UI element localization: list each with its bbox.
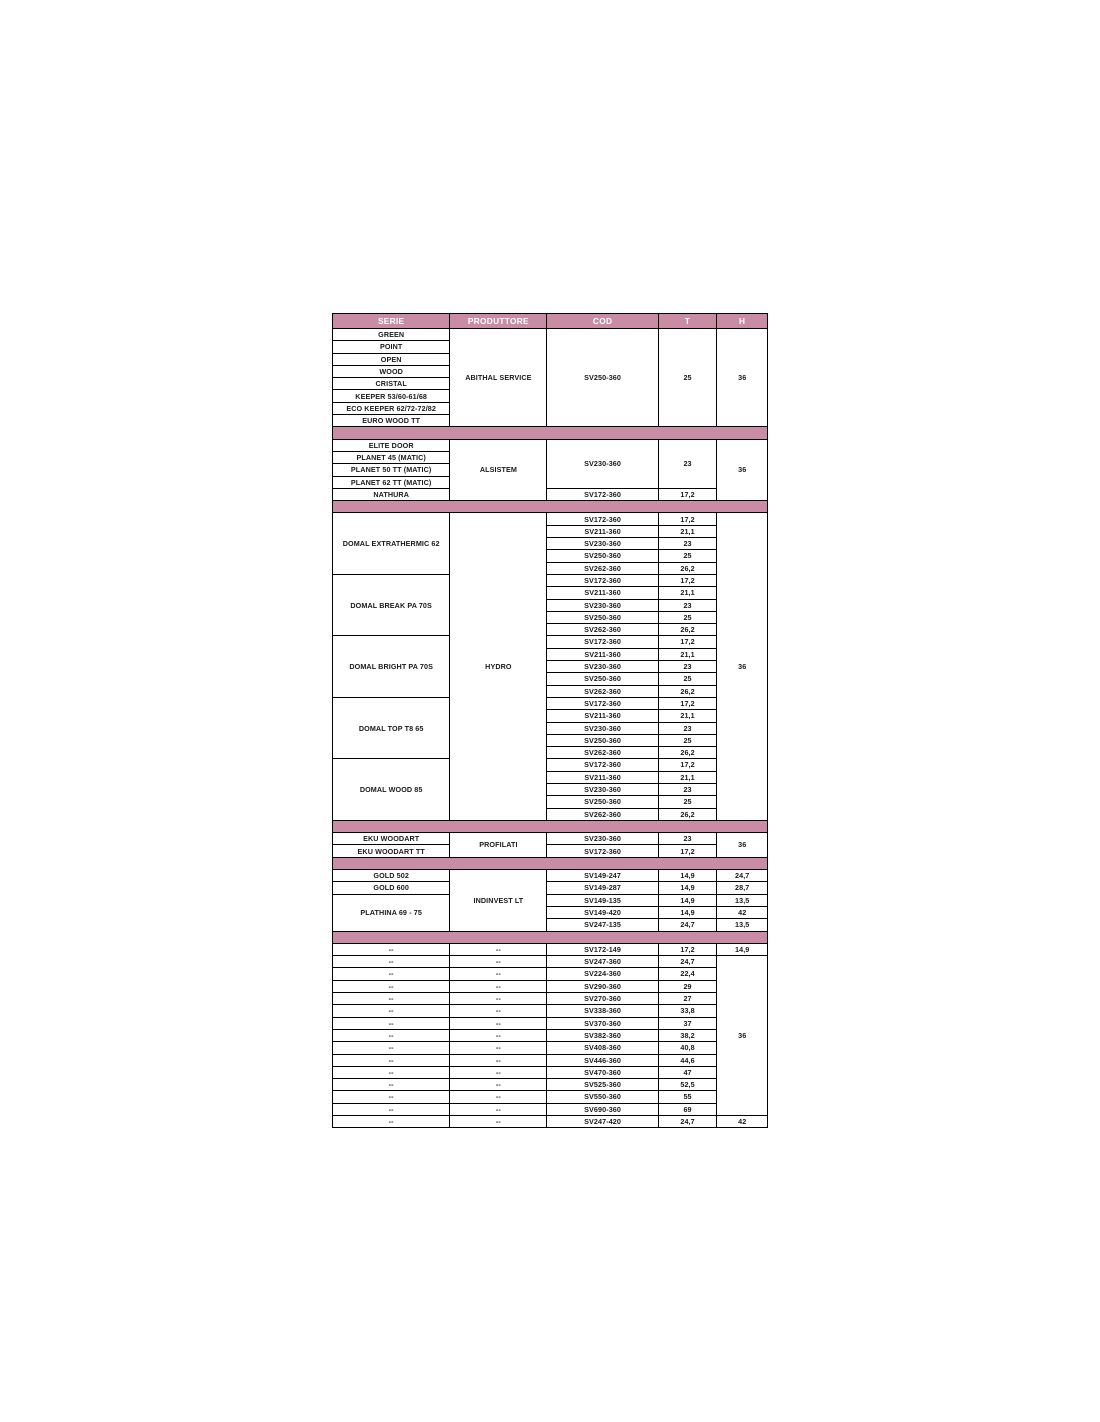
cod-cell: SV149-287 — [547, 882, 658, 894]
cod-cell: SV247-360 — [547, 956, 658, 968]
t-cell: 55 — [658, 1091, 717, 1103]
table-row — [333, 833, 768, 845]
cod-cell: SV172-360 — [547, 697, 658, 709]
cod-cell: SV172-149 — [547, 943, 658, 955]
produttore-cell: INDINVEST LT — [450, 870, 547, 931]
group-separator — [333, 820, 768, 832]
serie-cell: DOMAL BREAK PA 70S — [333, 574, 450, 635]
t-cell: 21,1 — [658, 771, 717, 783]
separator-band — [333, 427, 768, 439]
serie-cell: -- — [333, 1042, 450, 1054]
table-row — [333, 882, 768, 894]
cod-cell: SV149-247 — [547, 870, 658, 882]
serie-cell: EKU WOODART TT — [333, 845, 450, 857]
serie-cell: PLATHINA 69 - 75 — [333, 894, 450, 931]
serie-cell: -- — [333, 1054, 450, 1066]
cod-cell: SV230-360 — [547, 722, 658, 734]
t-cell: 17,2 — [658, 636, 717, 648]
cod-cell: SV230-360 — [547, 538, 658, 550]
cod-cell: SV525-360 — [547, 1079, 658, 1091]
serie-cell: -- — [333, 968, 450, 980]
produttore-cell: PROFILATI — [450, 833, 547, 858]
separator-band — [333, 857, 768, 869]
produttore-cell: -- — [450, 1042, 547, 1054]
t-cell: 52,5 — [658, 1079, 717, 1091]
table-row — [333, 894, 768, 906]
cod-cell: SV338-360 — [547, 1005, 658, 1017]
h-cell: 36 — [717, 513, 768, 820]
cod-cell: SV446-360 — [547, 1054, 658, 1066]
group-separator — [333, 931, 768, 943]
t-cell: 26,2 — [658, 808, 717, 820]
cod-cell: SV382-360 — [547, 1029, 658, 1041]
cod-cell: SV550-360 — [547, 1091, 658, 1103]
cod-cell: SV262-360 — [547, 685, 658, 697]
serie-cell: PLANET 50 TT (MATIC) — [333, 464, 450, 476]
t-cell: 21,1 — [658, 710, 717, 722]
t-cell: 17,2 — [658, 759, 717, 771]
h-cell: 42 — [717, 906, 768, 918]
cod-cell: SV250-360 — [547, 796, 658, 808]
serie-cell: -- — [333, 1116, 450, 1128]
serie-cell: NATHURA — [333, 488, 450, 500]
serie-cell: -- — [333, 1079, 450, 1091]
t-cell: 24,7 — [658, 956, 717, 968]
produttore-cell: -- — [450, 1116, 547, 1128]
t-cell: 17,2 — [658, 697, 717, 709]
serie-cell: -- — [333, 980, 450, 992]
produttore-cell: -- — [450, 956, 547, 968]
group-separator — [333, 501, 768, 513]
h-cell: 36 — [717, 833, 768, 858]
produttore-cell: ABITHAL SERVICE — [450, 329, 547, 427]
produttore-cell: -- — [450, 1103, 547, 1115]
table-row — [333, 1017, 768, 1029]
cod-cell: SV262-360 — [547, 624, 658, 636]
h-cell: 13,5 — [717, 894, 768, 906]
serie-cell: DOMAL TOP T8 65 — [333, 697, 450, 758]
cod-cell: SV211-360 — [547, 525, 658, 537]
t-cell: 21,1 — [658, 525, 717, 537]
table-row — [333, 1054, 768, 1066]
serie-cell: EKU WOODART — [333, 833, 450, 845]
table-row — [333, 329, 768, 341]
produttore-cell: HYDRO — [450, 513, 547, 820]
table-row — [333, 759, 768, 771]
cod-cell: SV230-360 — [547, 783, 658, 795]
spec-sheet — [332, 313, 768, 1128]
table-row — [333, 1116, 768, 1128]
t-cell: 26,2 — [658, 562, 717, 574]
h-cell: 36 — [717, 956, 768, 1116]
serie-cell: -- — [333, 1005, 450, 1017]
cod-cell: SV172-360 — [547, 488, 658, 500]
t-cell: 23 — [658, 661, 717, 673]
cod-cell: SV172-360 — [547, 845, 658, 857]
t-cell: 44,6 — [658, 1054, 717, 1066]
t-cell: 26,2 — [658, 685, 717, 697]
serie-cell: DOMAL EXTRATHERMIC 62 — [333, 513, 450, 574]
table-row — [333, 870, 768, 882]
t-cell: 25 — [658, 734, 717, 746]
product-spec-table — [332, 313, 768, 1128]
table-row — [333, 574, 768, 586]
h-cell: 42 — [717, 1116, 768, 1128]
serie-cell: -- — [333, 1066, 450, 1078]
header-serie: SERIE — [333, 314, 450, 329]
produttore-cell: -- — [450, 1029, 547, 1041]
serie-cell: POINT — [333, 341, 450, 353]
cod-cell: SV690-360 — [547, 1103, 658, 1115]
t-cell: 25 — [658, 796, 717, 808]
produttore-cell: ALSISTEM — [450, 439, 547, 500]
cod-cell: SV470-360 — [547, 1066, 658, 1078]
t-cell: 21,1 — [658, 648, 717, 660]
t-cell: 23 — [658, 439, 717, 488]
table-row — [333, 993, 768, 1005]
h-cell: 14,9 — [717, 943, 768, 955]
table-row — [333, 1042, 768, 1054]
cod-cell: SV250-360 — [547, 611, 658, 623]
cod-cell: SV262-360 — [547, 747, 658, 759]
t-cell: 14,9 — [658, 906, 717, 918]
produttore-cell: -- — [450, 968, 547, 980]
cod-cell: SV247-420 — [547, 1116, 658, 1128]
serie-cell: -- — [333, 1017, 450, 1029]
table-row — [333, 943, 768, 955]
cod-cell: SV230-360 — [547, 439, 658, 488]
cod-cell: SV224-360 — [547, 968, 658, 980]
t-cell: 14,9 — [658, 894, 717, 906]
separator-band — [333, 501, 768, 513]
t-cell: 37 — [658, 1017, 717, 1029]
t-cell: 26,2 — [658, 747, 717, 759]
t-cell: 23 — [658, 833, 717, 845]
t-cell: 17,2 — [658, 845, 717, 857]
t-cell: 38,2 — [658, 1029, 717, 1041]
t-cell: 14,9 — [658, 870, 717, 882]
serie-cell: PLANET 62 TT (MATIC) — [333, 476, 450, 488]
cod-cell: SV230-360 — [547, 599, 658, 611]
separator-band — [333, 931, 768, 943]
serie-cell: ECO KEEPER 62/72-72/82 — [333, 402, 450, 414]
serie-cell: KEEPER 53/60-61/68 — [333, 390, 450, 402]
t-cell: 23 — [658, 599, 717, 611]
produttore-cell: -- — [450, 1017, 547, 1029]
table-row — [333, 968, 768, 980]
serie-cell: GREEN — [333, 329, 450, 341]
t-cell: 22,4 — [658, 968, 717, 980]
cod-cell: SV211-360 — [547, 771, 658, 783]
cod-cell: SV149-420 — [547, 906, 658, 918]
produttore-cell: -- — [450, 1091, 547, 1103]
serie-cell: DOMAL WOOD 85 — [333, 759, 450, 820]
serie-cell: EURO WOOD TT — [333, 415, 450, 427]
cod-cell: SV230-360 — [547, 661, 658, 673]
cod-cell: SV370-360 — [547, 1017, 658, 1029]
h-cell: 13,5 — [717, 919, 768, 931]
cod-cell: SV262-360 — [547, 562, 658, 574]
group-separator — [333, 427, 768, 439]
separator-band — [333, 820, 768, 832]
table-row — [333, 1005, 768, 1017]
cod-cell: SV230-360 — [547, 833, 658, 845]
table-row — [333, 1091, 768, 1103]
t-cell: 24,7 — [658, 1116, 717, 1128]
h-cell: 24,7 — [717, 870, 768, 882]
serie-cell: PLANET 45 (MATIC) — [333, 451, 450, 463]
t-cell: 17,2 — [658, 513, 717, 525]
header-produttore: PRODUTTORE — [450, 314, 547, 329]
table-row — [333, 1103, 768, 1115]
cod-cell: SV250-360 — [547, 550, 658, 562]
cod-cell: SV408-360 — [547, 1042, 658, 1054]
cod-cell: SV211-360 — [547, 587, 658, 599]
header-h: H — [717, 314, 768, 329]
produttore-cell: -- — [450, 993, 547, 1005]
t-cell: 29 — [658, 980, 717, 992]
table-row — [333, 956, 768, 968]
t-cell: 17,2 — [658, 574, 717, 586]
cod-cell: SV172-360 — [547, 574, 658, 586]
t-cell: 69 — [658, 1103, 717, 1115]
cod-cell: SV250-360 — [547, 329, 658, 427]
produttore-cell: -- — [450, 1005, 547, 1017]
cod-cell: SV172-360 — [547, 759, 658, 771]
serie-cell: -- — [333, 956, 450, 968]
cod-cell: SV172-360 — [547, 636, 658, 648]
t-cell: 17,2 — [658, 943, 717, 955]
produttore-cell: -- — [450, 980, 547, 992]
table-row — [333, 636, 768, 648]
header-cod: COD — [547, 314, 658, 329]
table-row — [333, 1029, 768, 1041]
table-header-row — [333, 314, 768, 329]
table-row — [333, 488, 768, 500]
cod-cell: SV290-360 — [547, 980, 658, 992]
t-cell: 14,9 — [658, 882, 717, 894]
cod-cell: SV149-135 — [547, 894, 658, 906]
t-cell: 23 — [658, 783, 717, 795]
table-row — [333, 697, 768, 709]
group-separator — [333, 857, 768, 869]
t-cell: 25 — [658, 611, 717, 623]
t-cell: 26,2 — [658, 624, 717, 636]
serie-cell: OPEN — [333, 353, 450, 365]
serie-cell: WOOD — [333, 365, 450, 377]
serie-cell: DOMAL BRIGHT PA 70S — [333, 636, 450, 697]
serie-cell: -- — [333, 993, 450, 1005]
h-cell: 36 — [717, 329, 768, 427]
serie-cell: ELITE DOOR — [333, 439, 450, 451]
header-t: T — [658, 314, 717, 329]
t-cell: 25 — [658, 329, 717, 427]
serie-cell: -- — [333, 1029, 450, 1041]
produttore-cell: -- — [450, 1066, 547, 1078]
cod-cell: SV247-135 — [547, 919, 658, 931]
serie-cell: CRISTAL — [333, 378, 450, 390]
t-cell: 47 — [658, 1066, 717, 1078]
serie-cell: GOLD 502 — [333, 870, 450, 882]
cod-cell: SV250-360 — [547, 734, 658, 746]
t-cell: 24,7 — [658, 919, 717, 931]
t-cell: 25 — [658, 550, 717, 562]
serie-cell: GOLD 600 — [333, 882, 450, 894]
cod-cell: SV211-360 — [547, 648, 658, 660]
produttore-cell: -- — [450, 1054, 547, 1066]
t-cell: 25 — [658, 673, 717, 685]
produttore-cell: -- — [450, 943, 547, 955]
serie-cell: -- — [333, 943, 450, 955]
table-row — [333, 845, 768, 857]
t-cell: 27 — [658, 993, 717, 1005]
cod-cell: SV270-360 — [547, 993, 658, 1005]
t-cell: 21,1 — [658, 587, 717, 599]
cod-cell: SV250-360 — [547, 673, 658, 685]
table-row — [333, 439, 768, 451]
table-row — [333, 980, 768, 992]
t-cell: 23 — [658, 538, 717, 550]
cod-cell: SV262-360 — [547, 808, 658, 820]
cod-cell: SV211-360 — [547, 710, 658, 722]
h-cell: 36 — [717, 439, 768, 500]
table-row — [333, 513, 768, 525]
produttore-cell: -- — [450, 1079, 547, 1091]
table-row — [333, 1066, 768, 1078]
t-cell: 23 — [658, 722, 717, 734]
t-cell: 40,8 — [658, 1042, 717, 1054]
cod-cell: SV172-360 — [547, 513, 658, 525]
t-cell: 33,8 — [658, 1005, 717, 1017]
table-row — [333, 1079, 768, 1091]
serie-cell: -- — [333, 1103, 450, 1115]
t-cell: 17,2 — [658, 488, 717, 500]
h-cell: 28,7 — [717, 882, 768, 894]
serie-cell: -- — [333, 1091, 450, 1103]
